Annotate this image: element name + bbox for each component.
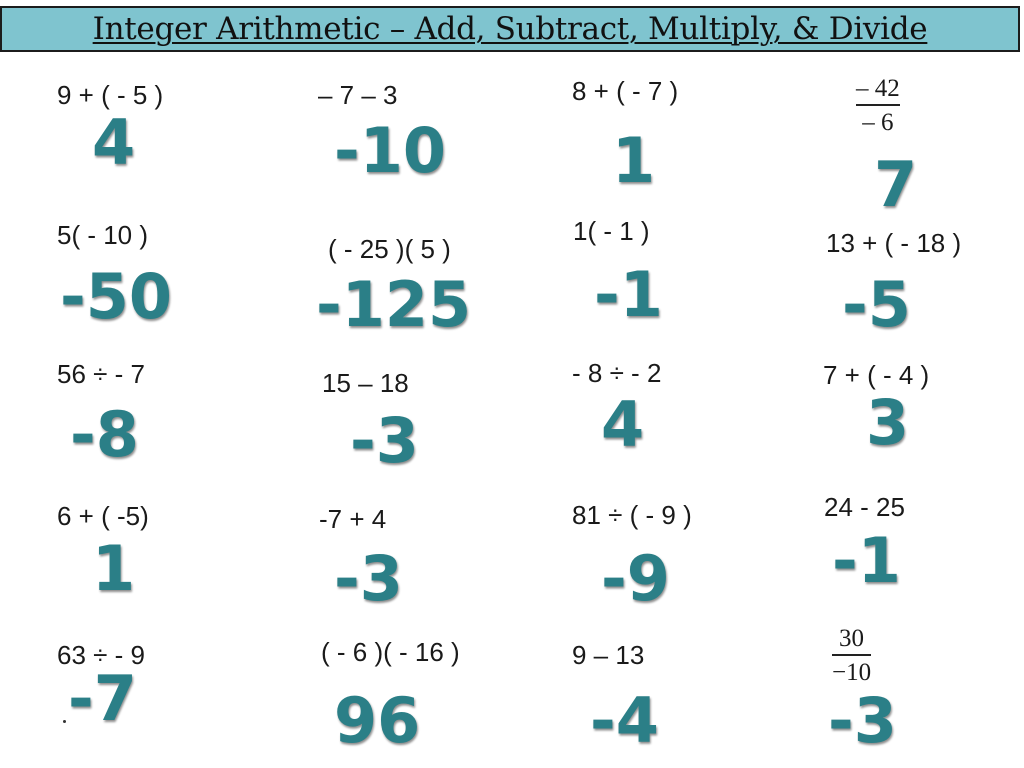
answer-r1c3: 1: [612, 124, 656, 197]
denominator: −10: [832, 659, 872, 686]
page-title: Integer Arithmetic – Add, Subtract, Multiply, & Divide: [92, 11, 928, 47]
answer-r4c3: -9: [601, 542, 670, 615]
answer-r5c2: 96: [334, 684, 421, 757]
problem-r3c2: 15 – 18: [322, 368, 409, 398]
problem-r1c1: 9 + ( - 5 ): [57, 80, 164, 110]
answer-r2c2: -125: [316, 268, 472, 341]
answer-r2c3: -1: [594, 258, 663, 331]
problem-r5c2: ( - 6 )( - 16 ): [321, 637, 460, 667]
answer-r5c3: -4: [590, 684, 659, 757]
problem-r4c1: 6 + ( -5): [57, 501, 149, 531]
problem-r3c1: 56 ÷ - 7: [57, 359, 145, 389]
problem-r4c4: 24 - 25: [824, 492, 905, 522]
answer-r5c4: -3: [828, 684, 897, 757]
problem-r1c2: – 7 – 3: [318, 80, 398, 110]
answer-r5c1: -7: [68, 662, 137, 735]
fraction-r5c4: [832, 626, 871, 685]
fraction-bar: [832, 654, 871, 656]
answer-r2c1: -50: [60, 260, 173, 333]
numerator: 30: [839, 625, 865, 652]
problem-r2c4: 13 + ( - 18 ): [826, 228, 962, 258]
answer-r1c4: 7: [874, 148, 918, 221]
numerator: – 42: [856, 75, 900, 102]
answer-r1c2: -10: [334, 114, 447, 187]
answer-r3c2: -3: [350, 404, 419, 477]
problem-r3c3: - 8 ÷ - 2: [572, 358, 662, 388]
answer-r4c2: -3: [334, 542, 403, 615]
fraction-bar: [856, 104, 900, 106]
problem-r1c3: 8 + ( - 7 ): [572, 76, 679, 106]
problem-r4c3: 81 ÷ ( - 9 ): [572, 500, 692, 530]
problem-r2c1: 5( - 10 ): [57, 220, 149, 250]
answer-r4c1: 1: [92, 532, 136, 605]
problem-r5c3: 9 – 13: [572, 640, 645, 670]
answer-r2c4: -5: [842, 268, 911, 341]
denominator: – 6: [862, 109, 894, 136]
answer-r3c4: 3: [866, 386, 910, 459]
stray-dot: [63, 720, 66, 723]
answer-r1c1: 4: [92, 106, 136, 179]
answer-r3c1: -8: [70, 398, 139, 471]
fraction-r1c4: [856, 76, 900, 135]
problem-r2c3: 1( - 1 ): [573, 216, 650, 246]
problem-r5c1: 63 ÷ - 9: [57, 640, 145, 670]
answer-r3c3: 4: [601, 388, 645, 461]
problem-r4c2: -7 + 4: [319, 504, 387, 534]
problem-r3c4: 7 + ( - 4 ): [823, 360, 930, 390]
problem-r2c2: ( - 25 )( 5 ): [328, 234, 451, 264]
title-bar: [0, 6, 1020, 52]
answer-r4c4: -1: [832, 524, 901, 597]
